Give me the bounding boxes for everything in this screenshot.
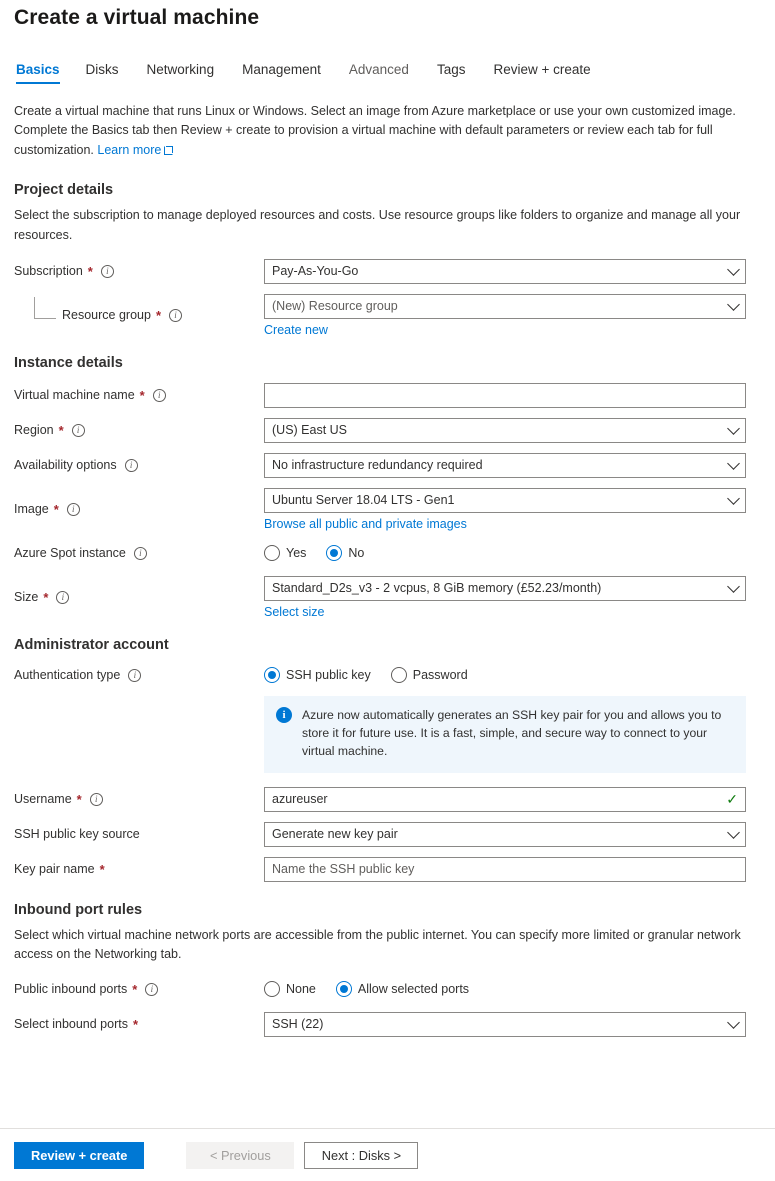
resource-group-select-wrap [264, 294, 746, 319]
resource-group-select[interactable]: (New) Resource group [264, 294, 746, 319]
public-inbound-ports-radio-group [264, 977, 746, 1002]
ssh-info-banner-text: Azure now automatically generates an SSH key pair for you and allows you to store it for future use. It is a fast, simple, and secure way to connect to your virtual machine. [302, 707, 722, 759]
username-input-wrap [264, 787, 746, 812]
ssh-key-source-label [14, 827, 264, 841]
subscription-label-text: Subscription [14, 264, 83, 279]
authentication-type-label [14, 668, 264, 682]
azure-spot-yes-radio[interactable] [264, 545, 306, 561]
availability-options-select-wrap [264, 453, 746, 478]
required-marker: * [87, 263, 93, 279]
select-inbound-ports-field [264, 1012, 746, 1037]
tab-tags[interactable]: Tags [436, 62, 466, 77]
vm-name-label [14, 388, 264, 403]
select-inbound-ports-select-wrap [264, 1012, 746, 1037]
required-marker: * [43, 589, 49, 605]
authentication-type-label-text: Authentication type [14, 668, 121, 683]
tab-management[interactable]: Management [242, 62, 321, 77]
previous-button[interactable]: < Previous [186, 1142, 294, 1169]
intro-text [14, 102, 746, 160]
region-select[interactable]: (US) East US [264, 418, 746, 443]
ssh-key-source-select-wrap [264, 822, 746, 847]
subscription-select-wrap [264, 259, 746, 284]
tab-review-create[interactable]: Review + create [493, 62, 591, 77]
learn-more-label: Learn more [97, 142, 162, 157]
vm-name-row [14, 383, 761, 408]
vm-name-field [264, 383, 746, 408]
azure-spot-label [14, 546, 264, 560]
azure-spot-yes-label: Yes [286, 546, 307, 561]
auth-ssh-key-label: SSH public key [286, 668, 371, 683]
image-field [264, 488, 746, 531]
info-circle-icon: i [276, 707, 292, 723]
availability-options-select[interactable]: No infrastructure redundancy required [264, 453, 746, 478]
info-icon[interactable]: i [101, 265, 114, 278]
inbound-allow-selected-label: Allow selected ports [357, 982, 470, 997]
subscription-label [14, 264, 264, 279]
create-new-resource-group-link[interactable]: Create new [264, 322, 328, 337]
ssh-key-source-label-text: SSH public key source [14, 827, 140, 842]
select-inbound-ports-label-text: Select inbound ports [14, 1017, 128, 1032]
ssh-key-source-field [264, 822, 746, 847]
intro-body: Create a virtual machine that runs Linux or Windows. Select an image from Azure marketplace or use your own customized image. Complete the Basics tab then Review + create to provision a virtual machine with default parameters or review each tab for full customization. [14, 104, 736, 157]
ssh-key-source-select[interactable]: Generate new key pair [264, 822, 746, 847]
vm-name-label-text: Virtual machine name [14, 388, 135, 403]
auth-password-radio[interactable] [391, 667, 468, 683]
page-title: Create a virtual machine [14, 6, 260, 29]
availability-options-label-text: Availability options [14, 458, 117, 473]
key-pair-name-field [264, 857, 746, 882]
key-pair-name-row [14, 857, 761, 882]
username-label [14, 792, 264, 807]
size-label-text: Size [14, 590, 39, 605]
image-label-text: Image [14, 502, 49, 517]
username-field [264, 787, 746, 812]
resource-group-field [264, 294, 746, 337]
authentication-type-radio-group [264, 663, 746, 688]
ssh-info-banner-row [14, 688, 761, 773]
info-icon[interactable]: i [125, 459, 138, 472]
username-input[interactable] [264, 787, 746, 812]
radio-dot [264, 545, 280, 561]
azure-spot-no-label: No [348, 546, 365, 561]
administrator-account-heading: Administrator account [14, 636, 169, 653]
tab-advanced[interactable]: Advanced [348, 62, 409, 77]
size-label [14, 590, 264, 605]
ssh-key-source-row [14, 822, 761, 847]
required-marker: * [76, 791, 82, 807]
project-details-heading: Project details [14, 182, 114, 199]
info-icon[interactable]: i [128, 669, 141, 682]
subscription-field [264, 259, 746, 284]
image-select[interactable]: Ubuntu Server 18.04 LTS - Gen1 [264, 488, 746, 513]
image-select-wrap [264, 488, 746, 513]
key-pair-name-label-text: Key pair name [14, 862, 95, 877]
instance-details-heading: Instance details [14, 354, 123, 371]
required-marker: * [155, 307, 162, 323]
project-details-description: Select the subscription to manage deployed resources and costs. Use resource groups like folders to organize and manage all your resources. [14, 208, 741, 242]
size-select-wrap [264, 576, 746, 601]
region-row [14, 418, 761, 443]
tab-disks[interactable]: Disks [85, 62, 119, 77]
tree-connector [34, 297, 56, 319]
select-inbound-ports-select[interactable]: SSH (22) [264, 1012, 746, 1037]
select-inbound-ports-row [14, 1012, 761, 1037]
info-icon[interactable]: i [169, 309, 182, 322]
info-icon[interactable]: i [67, 503, 80, 516]
username-row [14, 787, 761, 812]
info-icon[interactable]: i [56, 591, 69, 604]
region-select-wrap [264, 418, 746, 443]
resource-group-label-text: Resource group [62, 308, 151, 323]
info-icon[interactable]: i [153, 389, 166, 402]
azure-spot-label-text: Azure Spot instance [14, 546, 126, 561]
size-field [264, 576, 746, 619]
info-icon[interactable]: i [145, 983, 158, 996]
authentication-type-row [14, 663, 761, 688]
required-marker: * [132, 981, 138, 997]
ssh-info-banner [264, 696, 746, 773]
public-inbound-ports-row [14, 977, 761, 1002]
required-marker: * [58, 422, 64, 438]
review-create-button[interactable]: Review + create [14, 1142, 144, 1169]
learn-more-link[interactable] [97, 143, 173, 157]
region-field [264, 418, 746, 443]
next-disks-button[interactable]: Next : Disks > [304, 1142, 418, 1169]
image-row [14, 488, 761, 531]
radio-dot [264, 981, 280, 997]
azure-spot-field [264, 541, 746, 566]
banner-spacer [14, 688, 264, 773]
auth-password-label: Password [412, 668, 468, 683]
inbound-port-rules-description: Select which virtual machine network ports are accessible from the public internet. You can specify more limited or granular network access on the Networking tab. [14, 927, 741, 962]
subscription-select[interactable]: Pay-As-You-Go [264, 259, 746, 284]
radio-dot [336, 981, 352, 997]
footer-bar [0, 1128, 775, 1181]
select-inbound-ports-label [14, 1017, 264, 1032]
auth-ssh-key-radio[interactable] [264, 667, 371, 683]
radio-dot [326, 545, 342, 561]
inbound-none-label: None [286, 982, 316, 997]
tab-bar [0, 56, 775, 86]
public-inbound-ports-field [264, 977, 746, 1002]
inbound-port-rules-heading: Inbound port rules [14, 901, 143, 918]
public-inbound-ports-label [14, 982, 264, 997]
availability-options-row [14, 453, 761, 478]
inbound-none-radio[interactable] [264, 981, 316, 997]
size-select[interactable]: Standard_D2s_v3 - 2 vcpus, 8 GiB memory (£52.23/month) [264, 576, 746, 601]
tab-networking[interactable]: Networking [146, 62, 215, 77]
azure-spot-no-radio[interactable] [326, 545, 364, 561]
username-label-text: Username [14, 792, 72, 807]
key-pair-name-label [14, 862, 264, 877]
radio-dot [264, 667, 280, 683]
public-inbound-ports-label-text: Public inbound ports [14, 982, 128, 997]
region-label [14, 423, 264, 438]
resource-group-row [14, 294, 761, 337]
authentication-type-field [264, 663, 746, 688]
required-marker: * [53, 501, 59, 517]
tab-basics[interactable]: Basics [14, 56, 72, 86]
key-pair-name-input[interactable] [264, 857, 746, 882]
vm-name-input[interactable] [264, 383, 746, 408]
subscription-row [14, 259, 761, 284]
bottom-spacer [14, 1037, 761, 1041]
radio-dot [391, 667, 407, 683]
info-icon[interactable]: i [134, 547, 147, 560]
browse-images-link[interactable]: Browse all public and private images [264, 516, 467, 531]
info-icon[interactable]: i [90, 793, 103, 806]
azure-spot-row [14, 541, 761, 566]
required-marker: * [132, 1016, 139, 1032]
azure-spot-radio-group [264, 541, 746, 566]
required-marker: * [99, 861, 105, 877]
image-label [14, 502, 264, 517]
availability-options-field [264, 453, 746, 478]
size-row [14, 576, 761, 619]
required-marker: * [139, 387, 145, 403]
availability-options-label [14, 458, 264, 472]
region-label-text: Region [14, 423, 54, 438]
info-icon[interactable]: i [72, 424, 85, 437]
checkmark-icon: ✓ [726, 791, 738, 808]
external-link-icon [164, 146, 173, 155]
inbound-allow-selected-radio[interactable] [336, 981, 469, 997]
select-size-link[interactable]: Select size [264, 604, 325, 619]
